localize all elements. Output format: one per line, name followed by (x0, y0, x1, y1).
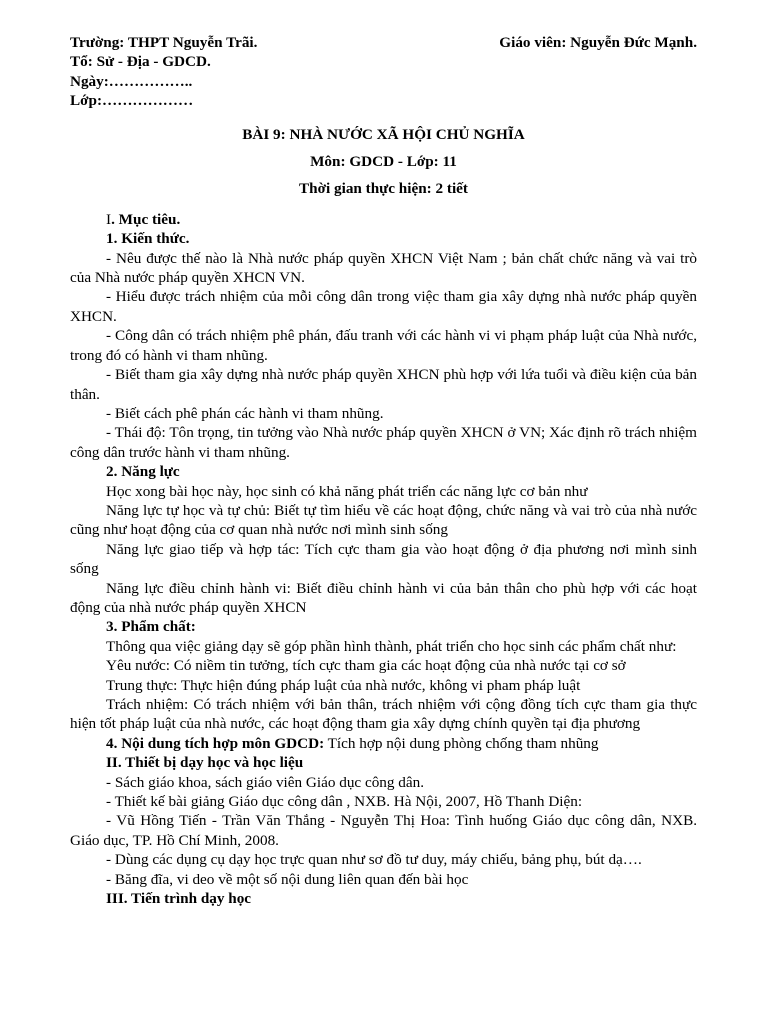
equipment-item: - Dùng các dụng cụ dạy học trực quan như sơ đồ tư duy, máy chiếu, bảng phụ, bút dạ…. (106, 851, 642, 869)
lesson-title: BÀI 9: NHÀ NƯỚC XÃ HỘI CHỦ NGHĨA (242, 125, 525, 143)
section-1-heading (70, 210, 697, 229)
knowledge-item: - Công dân có trách nhiệm phê phán, đấu tranh với các hành vi vi phạm pháp luật của Nhà nước, trong đó có hành vi tham nhũng. (70, 327, 697, 364)
knowledge-item: - Biết tham gia xây dựng nhà nước pháp quyền XHCN phù hợp với lứa tuổi và điều kiện của bản thân. (70, 366, 697, 403)
quality-heading: 3. Phẩm chất: (106, 618, 196, 636)
quality-item: Trung thực: Thực hiện đúng pháp luật của nhà nước, không vi pham pháp luật (106, 676, 581, 694)
school-name: Trường: THPT Nguyễn Trãi. (70, 34, 258, 51)
equipment-item: - Vũ Hồng Tiến - Trần Văn Thắng - Nguyễn Thị Hoa: Tình huống Giáo dục công dân, NXB. Giáo dục, TP. Hồ Chí Minh, 2008. (70, 812, 697, 849)
quality-item: Trách nhiệm: Có trách nhiệm với bản thân, trách nhiệm với cộng đồng tích cực tham gia thực hiện tốt pháp luật của nhà nước, các hoạt động tham gia xây dựng chính quyền tại địa phương (70, 696, 697, 733)
competence-heading: 2. Năng lực (106, 463, 180, 481)
competence-item: Học xong bài học này, học sinh có khả năng phát triển các năng lực cơ bản như (106, 482, 588, 500)
date-field: Ngày:…………….. (70, 72, 193, 90)
subject-line: Môn: GDCD - Lớp: 11 (310, 153, 457, 171)
knowledge-item: - Nêu được thế nào là Nhà nước pháp quyền XHCN Việt Nam ; bản chất chức năng và vai trò của Nhà nước pháp quyền XHCN VN. (70, 249, 697, 287)
header-row (70, 33, 697, 52)
equipment-item: - Thiết kế bài giảng Giáo dục công dân , NXB. Hà Nội, 2007, Hồ Thanh Diện: (106, 793, 583, 811)
competence-item: Năng lực giao tiếp và hợp tác: Tích cực tham gia vào hoạt động ở địa phương nơi mình sinh sống (70, 540, 697, 578)
class-field: Lớp:……………… (70, 92, 194, 110)
knowledge-item: - Thái độ: Tôn trọng, tin tưởng vào Nhà nước pháp quyền XHCN ở VN; Xác định rõ trách nhiệm công dân trước hành vi tham nhũng. (70, 424, 697, 461)
section-2-heading: II. Thiết bị dạy học và học liệu (106, 754, 304, 772)
teacher-name: Giáo viên: Nguyễn Đức Mạnh. (499, 34, 697, 51)
quality-item: Thông qua việc giảng dạy sẽ góp phần hình thành, phát triển cho học sinh các phẩm chất như: (106, 637, 677, 655)
section-3-heading: III. Tiến trình dạy học (106, 890, 252, 908)
lesson-plan-page (70, 33, 697, 908)
quality-item: Yêu nước: Có niềm tin tưởng, tích cực tham gia các hoạt động của nhà nước tại cơ sở (106, 657, 626, 675)
knowledge-item: - Biết cách phê phán các hành vi tham nhũng. (106, 404, 384, 422)
knowledge-item: - Hiểu được trách nhiệm của mỗi công dân trong việc tham gia xây dựng nhà nước pháp quyền XHCN. (70, 288, 697, 325)
knowledge-heading: 1. Kiến thức. (106, 230, 190, 248)
equipment-item: - Băng đĩa, vi deo về một số nội dung liên quan đến bài học (106, 870, 469, 888)
competence-item: Năng lực điều chỉnh hành vi: Biết điều chỉnh hành vi của bản thân cho phù hợp với các hoạt động của nhà nước pháp quyền XHCN (70, 579, 697, 616)
equipment-item: - Sách giáo khoa, sách giáo viên Giáo dục công dân. (106, 773, 424, 791)
group-name: Tổ: Sử - Địa - GDCD. (70, 53, 211, 71)
integration-line (70, 734, 697, 753)
duration-line: Thời gian thực hiện: 2 tiết (299, 180, 468, 198)
integration-label: 4. Nội dung tích hợp môn GDCD: (106, 734, 325, 752)
competence-item: Năng lực tự học và tự chủ: Biết tự tìm hiểu về các hoạt động, chức năng và vai trò của nhà nước cũng như hoạt động của cơ quan nhà nước nơi mình sinh sống (70, 501, 697, 539)
section-1-numeral: I (106, 210, 112, 228)
integration-text: Tích hợp nội dung phòng chống tham nhũng (324, 734, 599, 752)
section-1-title: . Mục tiêu. (111, 210, 181, 228)
